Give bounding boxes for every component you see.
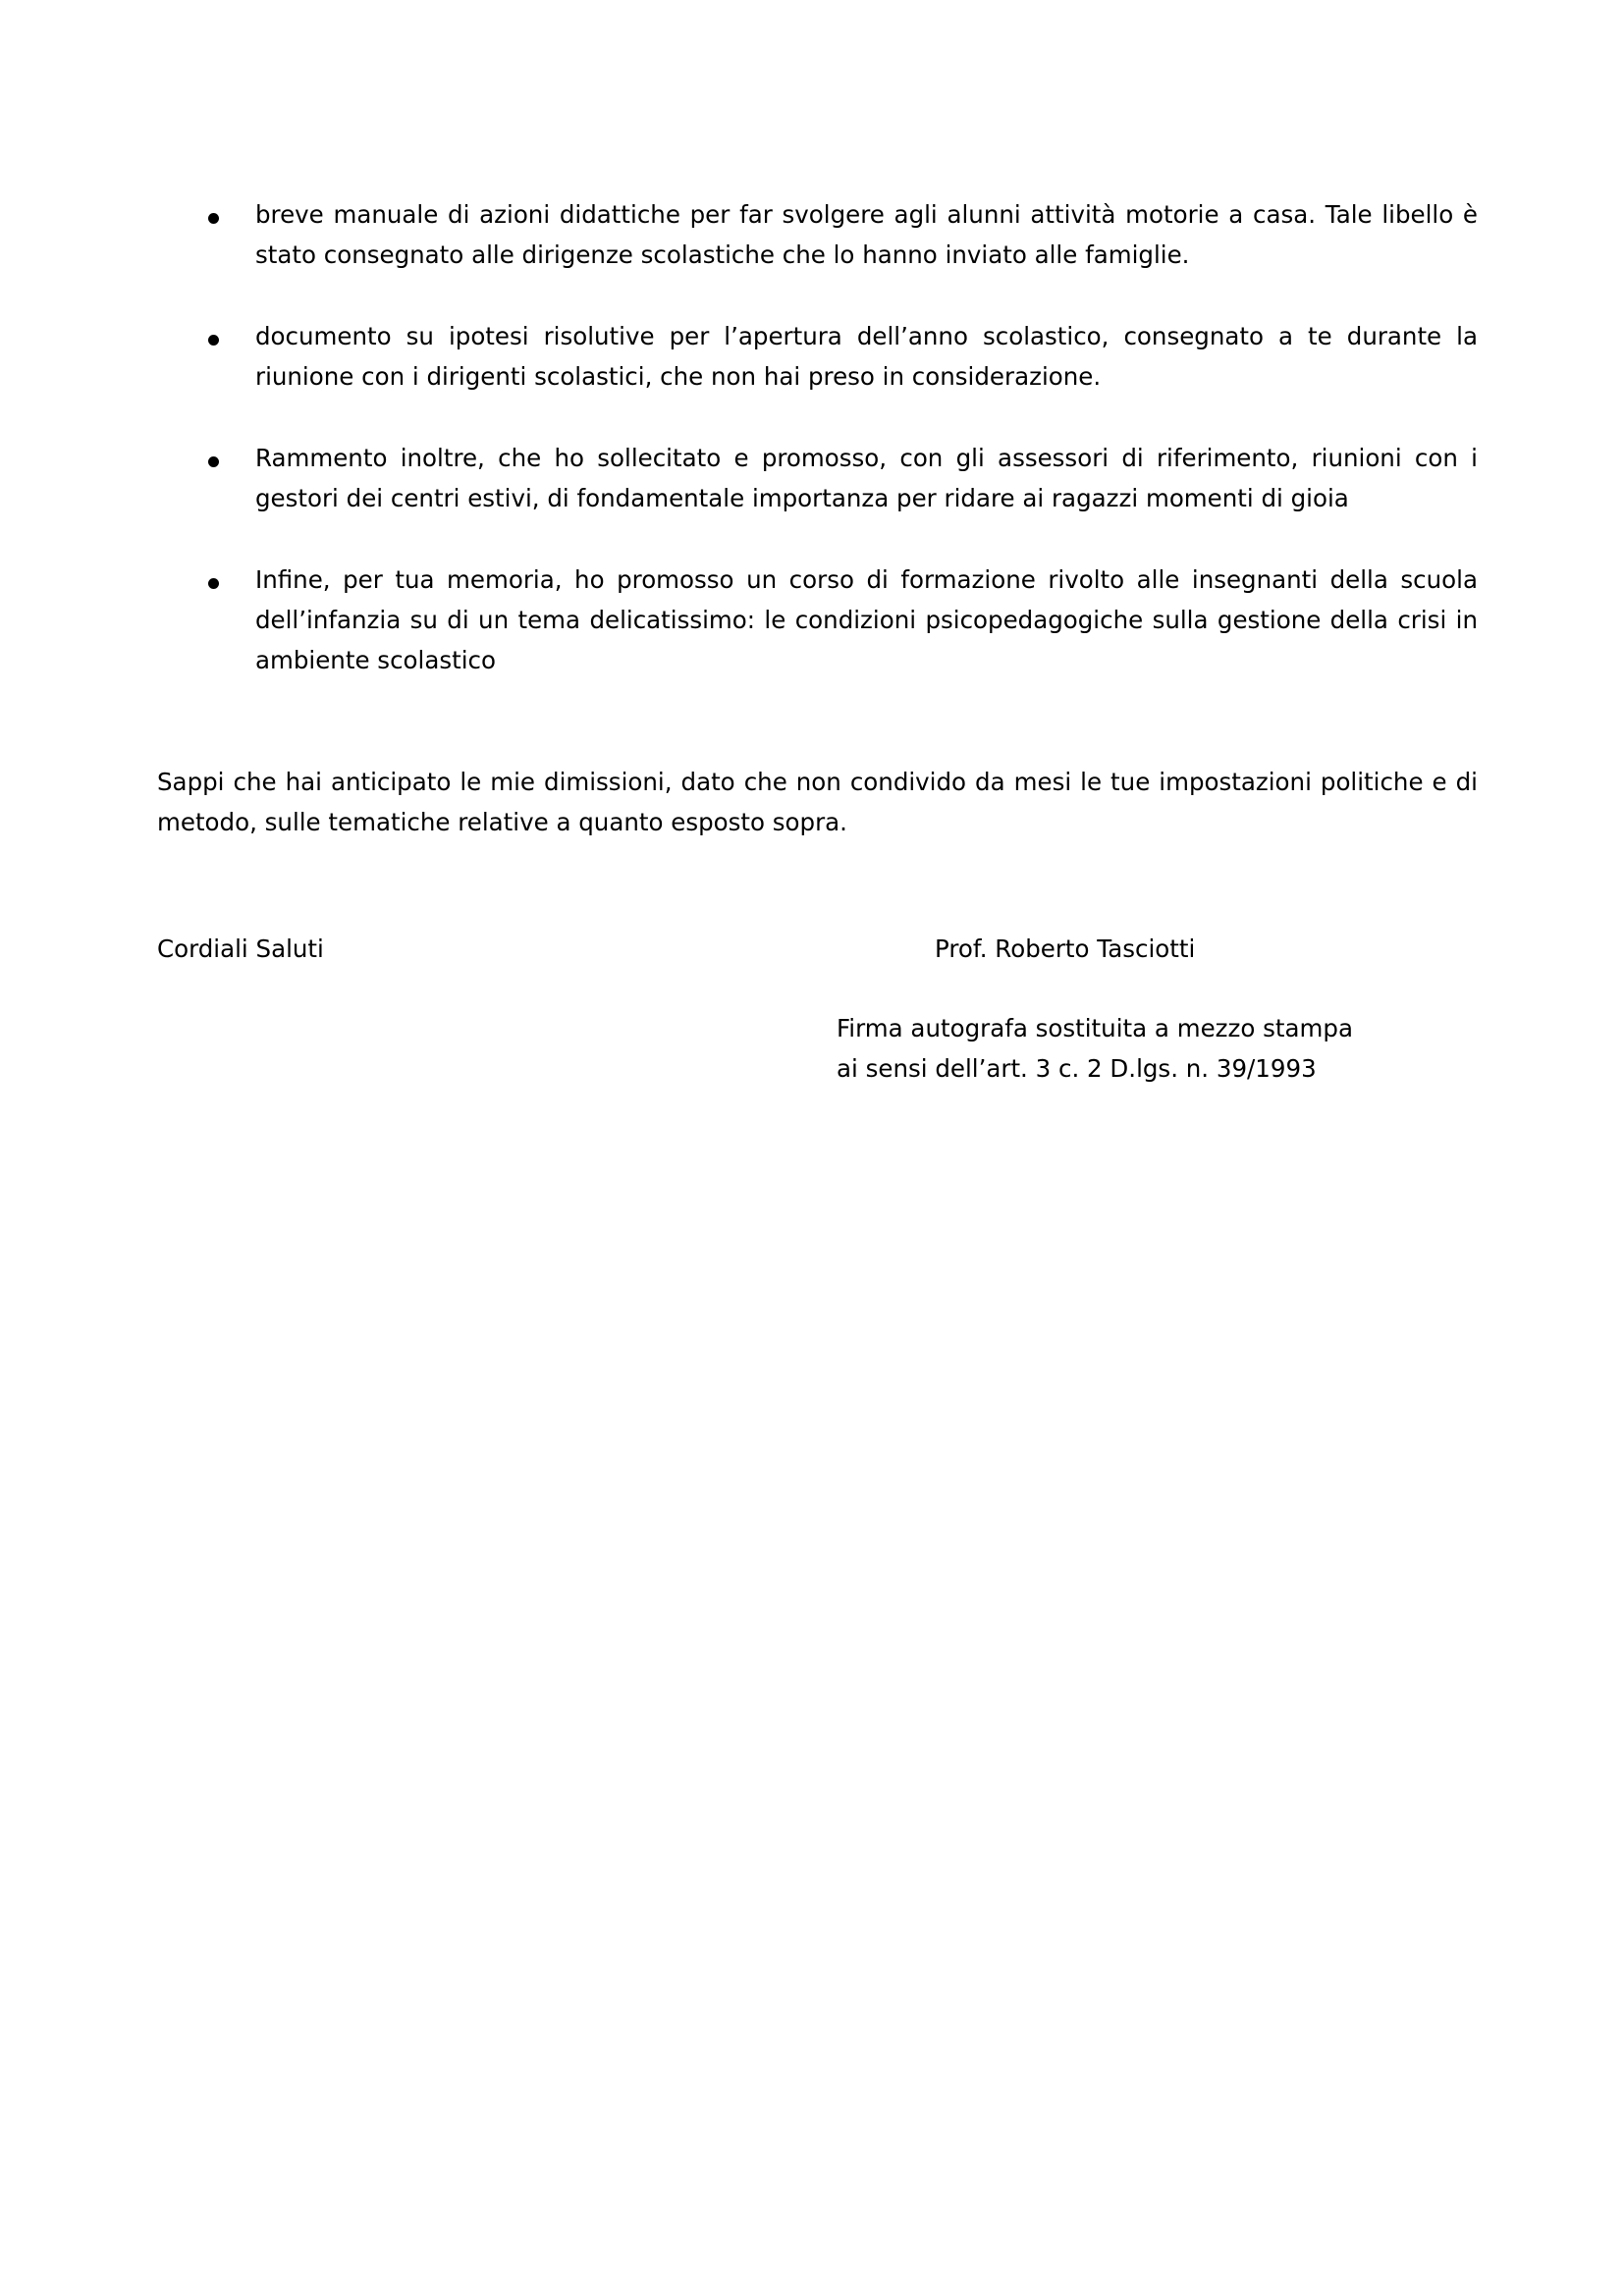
- salutation: Cordiali Saluti: [157, 934, 324, 963]
- signer-name: Prof. Roberto Tasciotti: [935, 934, 1196, 963]
- list-item: [157, 194, 1478, 275]
- closing-paragraph: Sappi che hai anticipato le mie dimissioni, dato che non condivido da mesi le tue impostazioni politiche e di metodo, sulle tematiche relative a quanto esposto sopra.: [157, 768, 1478, 836]
- list-item: [157, 316, 1478, 397]
- list-item: [157, 560, 1478, 680]
- signature-note-line: Firma autografa sostituita a mezzo stampa: [837, 1014, 1353, 1042]
- list-item: [157, 438, 1478, 518]
- bullet-text: Infine, per tua memoria, ho promosso un corso di formazione rivolto alle insegnanti della scuola dell’infanzia su di un tema delicatissimo: le condizioni psicopedagogiche sulla gestione della crisi in ambiente scolastico: [255, 565, 1478, 674]
- bullet-icon: [208, 578, 219, 589]
- signature-note-line: ai sensi dell’art. 3 c. 2 D.lgs. n. 39/1993: [837, 1054, 1317, 1083]
- bullet-list: [157, 194, 1478, 721]
- signature-note: [837, 1008, 1353, 1089]
- bullet-text: breve manuale di azioni didattiche per far svolgere agli alunni attività motorie a casa. Tale libello è stato consegnato alle dirigenze scolastiche che lo hanno inviato alle famiglie.: [255, 200, 1478, 269]
- bullet-icon: [208, 335, 219, 346]
- bullet-text: Rammento inoltre, che ho sollecitato e promosso, con gli assessori di riferimento, riunioni con i gestori dei centri estivi, di fondamentale importanza per ridare ai ragazzi momenti di gioia: [255, 444, 1478, 512]
- bullet-icon: [208, 456, 219, 467]
- bullet-text: documento su ipotesi risolutive per l’apertura dell’anno scolastico, consegnato a te durante la riunione con i dirigenti scolastici, che non hai preso in considerazione.: [255, 322, 1478, 391]
- bullet-icon: [208, 213, 219, 224]
